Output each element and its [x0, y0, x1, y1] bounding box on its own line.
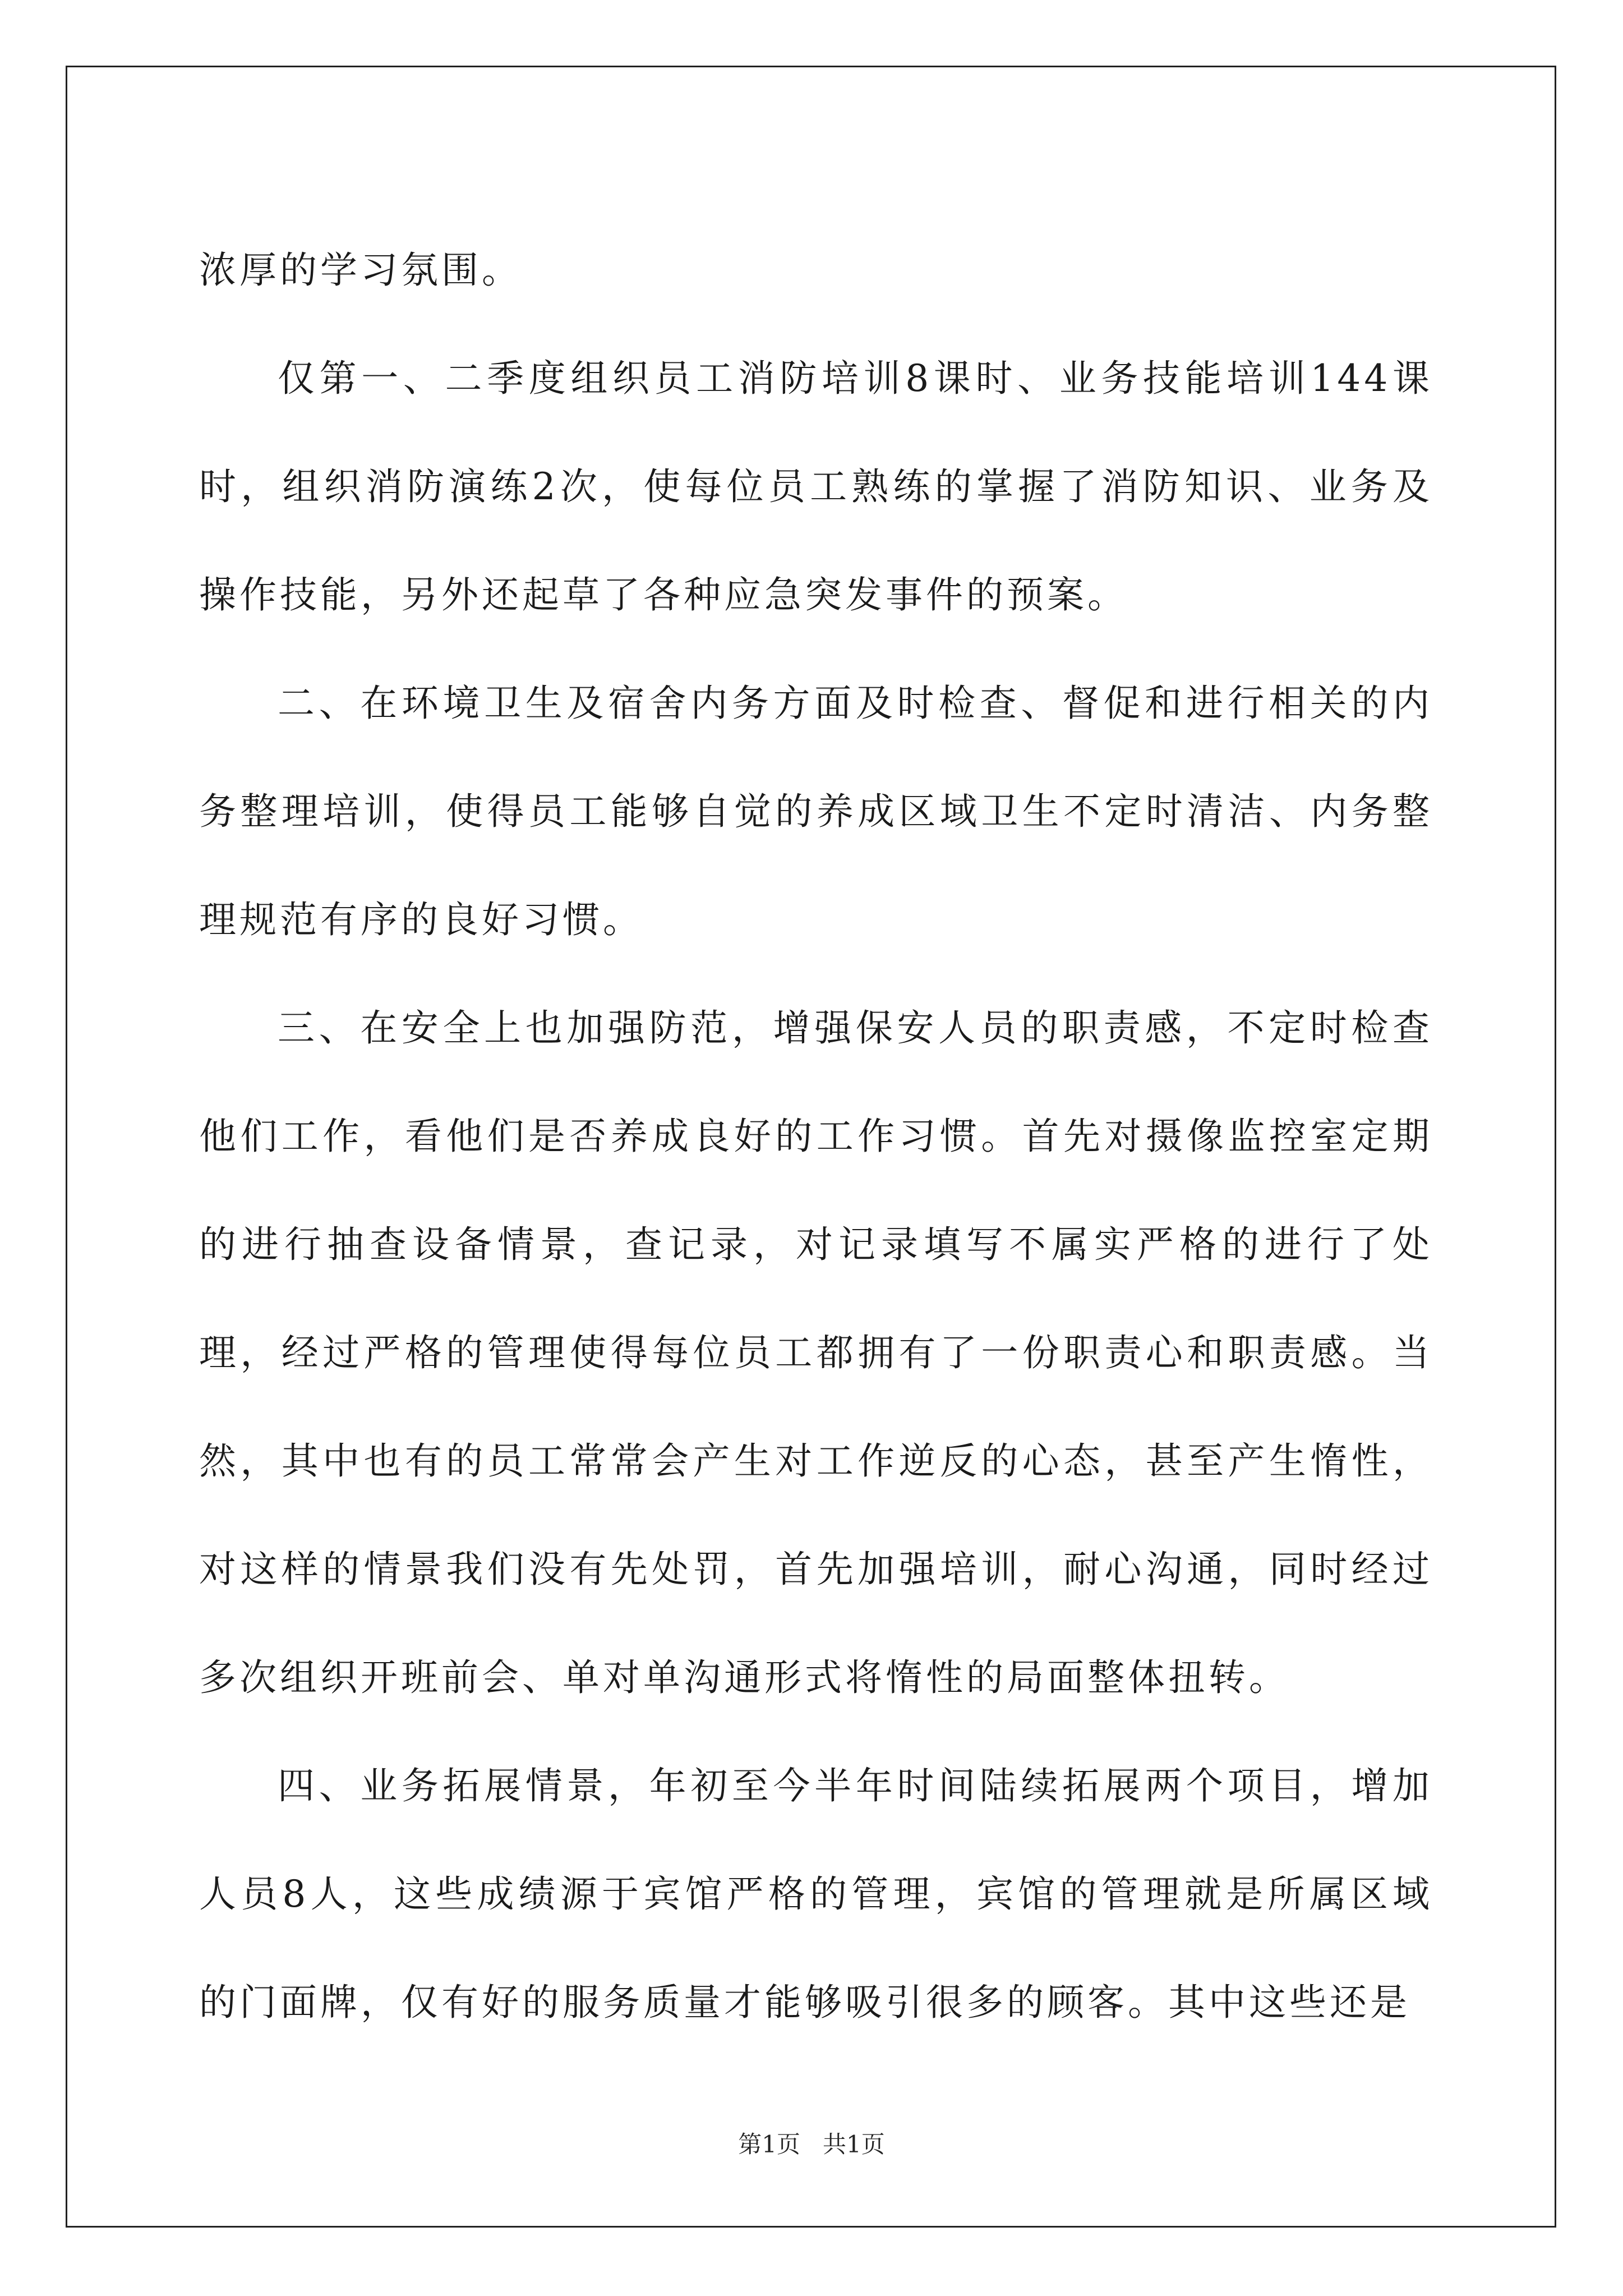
- paragraph: 二、在环境卫生及宿舍内务方面及时检查、督促和进行相关的内务整理培训，使得员工能够自觉的养成区域卫生不定时清洁、内务整理规范有序的良好习惯。: [199, 682, 1433, 941]
- page-footer: 第1页 共1页: [738, 2131, 885, 2158]
- paragraph: 四、业务拓展情景，年初至今半年时间陆续拓展两个项目，增加人员8人，这些成绩源于宾馆严格的管理，宾馆的管理就是所属区域的门面牌，仅有好的服务质量才能够吸引很多的顾客。其中这些还是: [199, 1764, 1433, 2024]
- document-body: [199, 216, 1433, 2056]
- paragraph: 仅第一、二季度组织员工消防培训8课时、业务技能培训144课时，组织消防演练2次，使每位员工熟练的掌握了消防知识、业务及操作技能，另外还起草了各种应急突发事件的预案。: [199, 357, 1433, 616]
- paragraph: 浓厚的学习氛围。: [199, 249, 522, 292]
- paragraph: 三、在安全上也加强防范，增强保安人员的职责感，不定时检查他们工作，看他们是否养成良好的工作习惯。首先对摄像监控室定期的进行抽查设备情景，查记录，对记录填写不属实严格的进行了处理，经过严格的管理使得每位员工都拥有了一份职责心和职责感。当然，其中也有的员工常常会产生对工作逆反的心态，甚至产生惰性，对这样的情景我们没有先处罚，首先加强培训，耐心沟通，同时经过多次组织开班前会、单对单沟通形式将惰性的局面整体扭转。: [199, 1006, 1433, 1699]
